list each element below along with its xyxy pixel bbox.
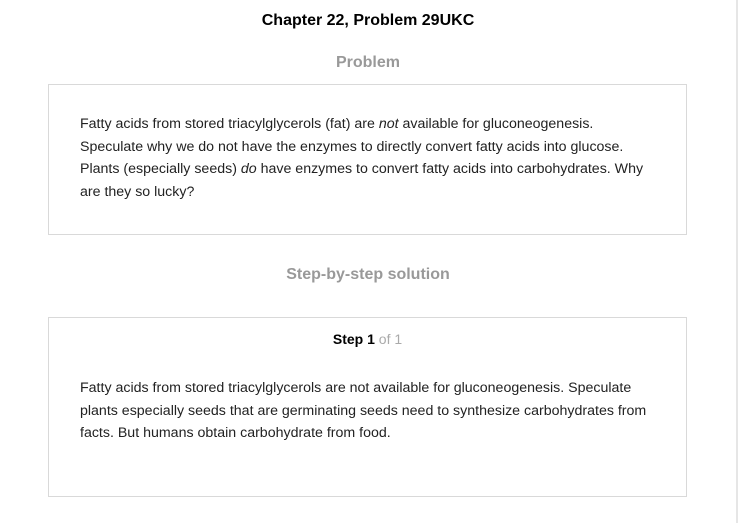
problem-text-part: Fatty acids from stored triacylglycerols (fat) are <box>80 116 379 132</box>
step-number: 1 <box>367 331 375 347</box>
solution-text: Fatty acids from stored triacylglycerols are not available for gluconeogenesis. Speculate plants especially seeds that are germinating seeds need to synthesize carbohydrates from facts. But humans obtain carbohydrate from food. <box>80 380 647 441</box>
solution-card <box>48 317 687 497</box>
problem-text-part: available for gluconeogenesis. Speculate why we do not have the enzymes to directly convert fatty acids into glucose. Plants (especially seeds) <box>80 116 624 177</box>
problem-text-part: have enzymes to convert fatty acids into carbohydrates. Why are they so lucky? <box>80 161 644 200</box>
problem-heading: Problem <box>335 54 400 71</box>
solution-heading: Step-by-step solution <box>286 266 450 283</box>
step-word: Step <box>332 331 364 347</box>
problem-text <box>80 113 660 203</box>
problem-text-emphasis-not: not <box>378 116 399 132</box>
chapter-title: Chapter 22, Problem 29UKC <box>261 12 475 29</box>
step-total: of 1 <box>378 331 403 347</box>
step-indicator <box>49 331 686 347</box>
problem-card <box>48 84 687 235</box>
problem-text-emphasis-do: do <box>240 161 257 177</box>
